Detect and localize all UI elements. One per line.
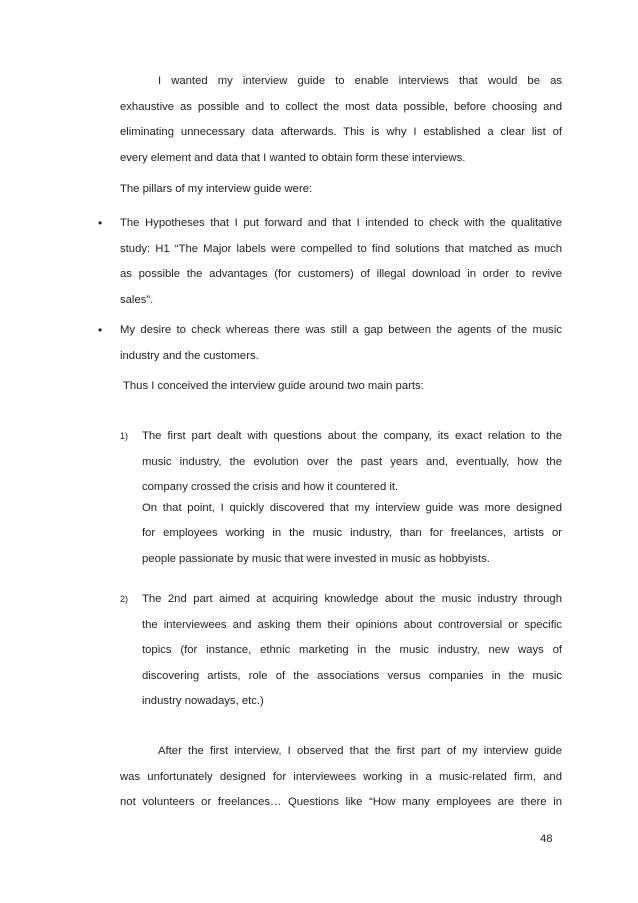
numbered-item	[142, 424, 562, 572]
paragraph-line: Thus I conceived the interview guide around two main parts:	[123, 380, 424, 392]
paragraph-line: study: H1 “The Major labels were compelled to find solutions that matched as much	[120, 242, 562, 255]
paragraph-line: topics (for instance, ethnic marketing in the music industry, new ways of	[142, 644, 562, 656]
paragraph-line: for employees working in the music industry, than for freelances, artists or	[142, 527, 562, 539]
paragraph-line: discovering artists, role of the associations versus companies in the music	[142, 669, 562, 682]
paragraph-line: The pillars of my interview guide were:	[120, 183, 313, 195]
paragraph-line: every element and data that I wanted to obtain form these interviews.	[120, 151, 466, 164]
paragraph-line: After the first interview, I observed that the first part of my interview guide	[158, 745, 562, 757]
paragraph-line: My desire to check whereas there was still a gap between the agents of the music	[120, 324, 562, 336]
paragraph-line: exhaustive as possible and to collect the most data possible, before choosing and	[120, 100, 562, 113]
parts-intro	[123, 374, 563, 400]
pillars-heading	[120, 177, 562, 203]
bullet-icon: •	[98, 216, 103, 230]
paragraph-line: The first part dealt with questions about the company, its exact relation to the	[142, 430, 562, 442]
paragraph-line: as possible the advantages (for customers) of illegal download in order to revive	[120, 268, 562, 280]
paragraph-line: I wanted my interview guide to enable interviews that would be as	[158, 75, 562, 87]
paragraph-line: was unfortunately designed for interviewees working in a music-related firm, and	[120, 770, 562, 783]
paragraph-line: The 2nd part aimed at acquiring knowledge about the music industry through	[142, 593, 562, 605]
numbered-item	[142, 587, 562, 715]
page-number: 48	[540, 833, 553, 845]
bullet-item	[120, 318, 562, 369]
paragraph-line: On that point, I quickly discovered that my interview guide was more designed	[142, 501, 562, 514]
paragraph-line: industry and the customers.	[120, 349, 259, 362]
paragraph-line: sales”.	[120, 293, 154, 306]
bullet-icon: •	[98, 323, 103, 337]
paragraph-line: industry nowadays, etc.)	[142, 695, 264, 707]
paragraph-line: the interviewees and asking them their opinions about controversial or specific	[142, 618, 562, 631]
paragraph-line: not volunteers or freelances… Questions like “How many employees are there in	[120, 796, 562, 808]
list-marker: 2)	[120, 594, 129, 604]
paragraph-line: eliminating unnecessary data afterwards. This is why I established a clear list of	[120, 126, 562, 138]
bullet-item	[120, 211, 562, 313]
paragraph-line: music industry, the evolution over the past years and, eventually, how the	[142, 455, 562, 468]
paragraph-line: people passionate by music that were invested in music as hobbyists.	[142, 552, 490, 565]
paragraph-line: The Hypotheses that I put forward and that I intended to check with the qualitative	[120, 217, 562, 229]
list-marker: 1)	[120, 431, 129, 441]
closing-paragraph	[120, 739, 562, 816]
paragraph-line: company crossed the crisis and how it countered it.	[142, 481, 399, 493]
intro-paragraph	[120, 69, 562, 171]
